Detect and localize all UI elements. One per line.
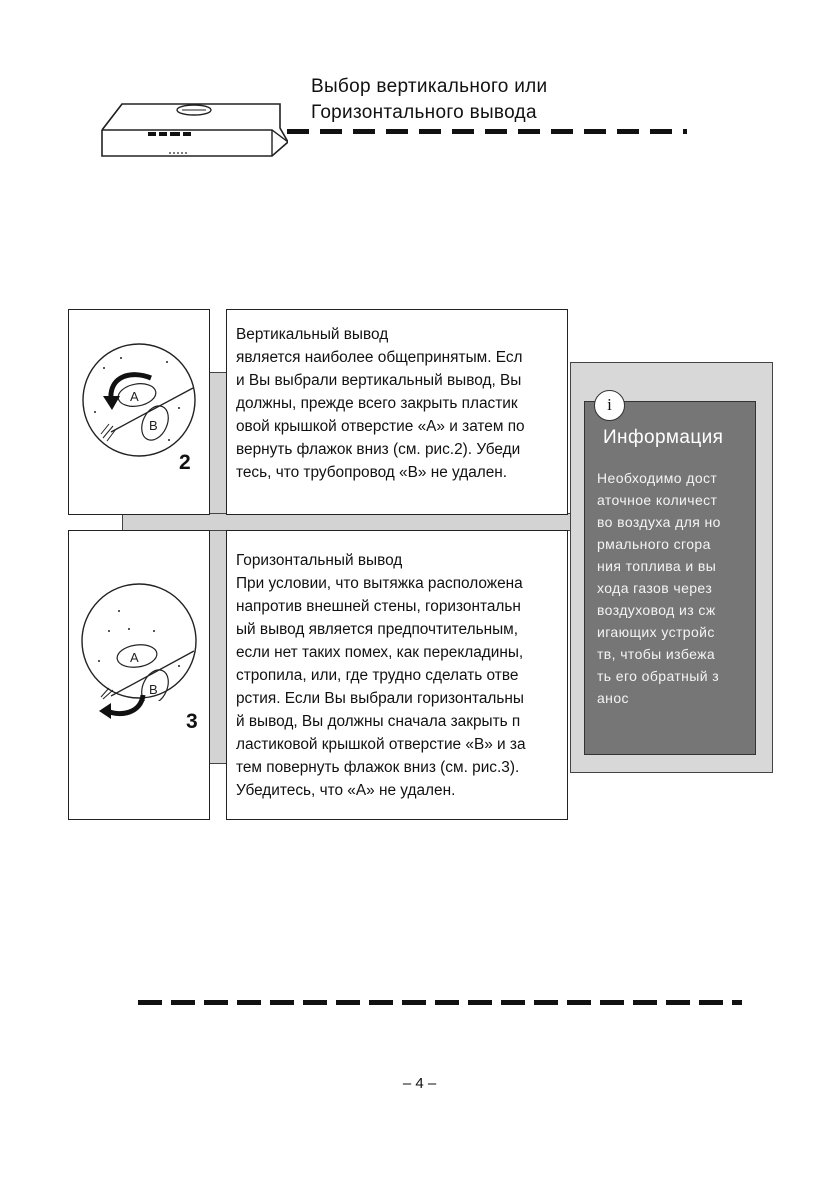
outlet-diagram-icon	[69, 541, 209, 701]
connector-bar	[122, 513, 583, 531]
info-line: воздуховод из сж	[597, 602, 716, 618]
info-icon: i	[594, 390, 625, 421]
horizontal-outlet-text	[226, 530, 568, 820]
text-line: является наиболее общепринятым. Есл	[236, 349, 523, 366]
label-b: B	[149, 418, 158, 433]
text-line: Горизонтальный вывод	[236, 552, 403, 569]
info-text	[597, 467, 757, 709]
text-line: должны, прежде всего закрыть пластик	[236, 395, 518, 412]
info-line: ть его обратный з	[597, 668, 720, 684]
info-line: анос	[597, 690, 629, 706]
label-a: A	[130, 650, 139, 665]
rotate-arrow-icon	[91, 691, 151, 721]
page-number: – 4 –	[402, 1075, 437, 1092]
text-line: Вертикальный вывод	[236, 326, 389, 343]
info-line: аточное количест	[597, 492, 718, 508]
label-a: A	[130, 389, 139, 404]
info-line: хода газов через	[597, 580, 713, 596]
title-line-2: Горизонтального вывода	[311, 102, 537, 123]
vertical-outlet-text	[226, 309, 568, 515]
range-hood-icon	[98, 98, 288, 164]
text-line: стропила, или, где трудно сделать отве	[236, 667, 519, 684]
title-line-1: Выбор вертикального или	[311, 76, 548, 97]
connector-bar	[209, 372, 226, 514]
text-line: если нет таких помех, как перекладины,	[236, 644, 524, 661]
text-line: тесь, что трубопровод «B» не удален.	[236, 464, 508, 481]
text-line: тем повернуть флажок вниз (см. рис.3).	[236, 759, 520, 776]
info-line: Необходимо дост	[597, 470, 718, 486]
figure-vertical-outlet	[68, 309, 210, 515]
text-line: рстия. Если Вы выбрали горизонтальны	[236, 690, 524, 707]
info-line: рмального сгора	[597, 536, 711, 552]
figure-number: 3	[186, 710, 198, 733]
text-line: й вывод, Вы должны сначала закрыть п	[236, 713, 521, 730]
text-line: Убедитесь, что «A» не удален.	[236, 782, 456, 799]
text-line: напротив внешней стены, горизонтальн	[236, 598, 521, 615]
label-b: B	[149, 682, 158, 697]
info-line: игающих устройс	[597, 624, 715, 640]
info-line: ния топлива и вы	[597, 558, 717, 574]
text-line: При условии, что вытяжка расположена	[236, 575, 523, 592]
info-line: тв, чтобы избежа	[597, 646, 716, 662]
info-title: Информация	[603, 427, 724, 448]
text-line: вернуть флажок вниз (см. рис.2). Убеди	[236, 441, 521, 458]
bottom-dashed-divider	[138, 1000, 742, 1005]
text-line: и Вы выбрали вертикальный вывод, Вы	[236, 372, 522, 389]
top-dashed-divider	[287, 129, 687, 134]
section-title	[311, 74, 547, 126]
connector-bar	[209, 530, 226, 764]
figure-horizontal-outlet	[68, 530, 210, 820]
outlet-diagram-icon	[69, 310, 209, 470]
info-line: во воздуха для но	[597, 514, 721, 530]
figure-number: 2	[179, 451, 191, 474]
text-line: ый вывод является предпочтительным,	[236, 621, 519, 638]
text-line: ластиковой крышкой отверстие «B» и за	[236, 736, 526, 753]
text-line: овой крышкой отверстие «A» и затем по	[236, 418, 525, 435]
